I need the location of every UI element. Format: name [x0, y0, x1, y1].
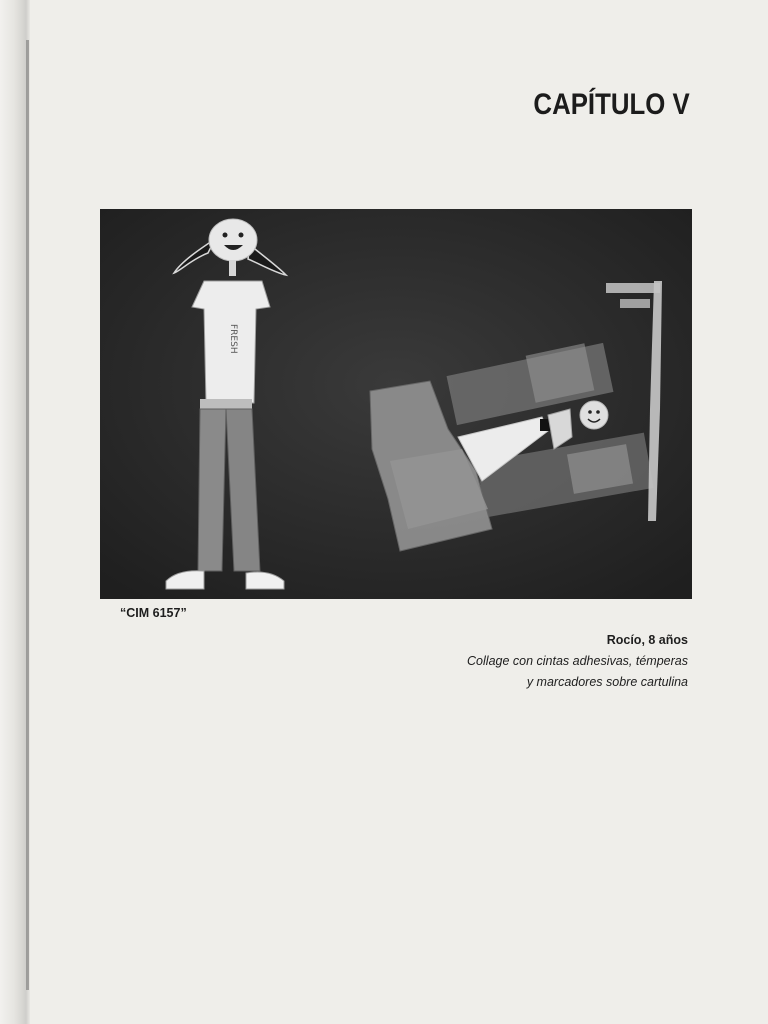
artwork-image — [100, 209, 692, 599]
lying-figure-head — [580, 401, 608, 429]
figure-belt — [200, 399, 252, 409]
chapter-title: CAPÍTULO V — [533, 88, 690, 121]
shirt-scribble: FRESH — [228, 324, 238, 354]
figure-left-leg — [198, 409, 226, 571]
collage-drawing — [100, 209, 692, 599]
artwork-medium-line-2: y marcadores sobre cartulina — [526, 675, 688, 689]
figure-head — [209, 219, 257, 261]
scan-binding-line — [26, 40, 29, 990]
artwork-title: “CIM 6157” — [120, 606, 187, 620]
artwork-author: Rocío, 8 años — [606, 633, 688, 647]
figure-neck — [229, 260, 236, 276]
artwork-medium-line-1: Collage con cintas adhesivas, témperas — [467, 654, 688, 668]
artwork-caption — [467, 630, 688, 693]
